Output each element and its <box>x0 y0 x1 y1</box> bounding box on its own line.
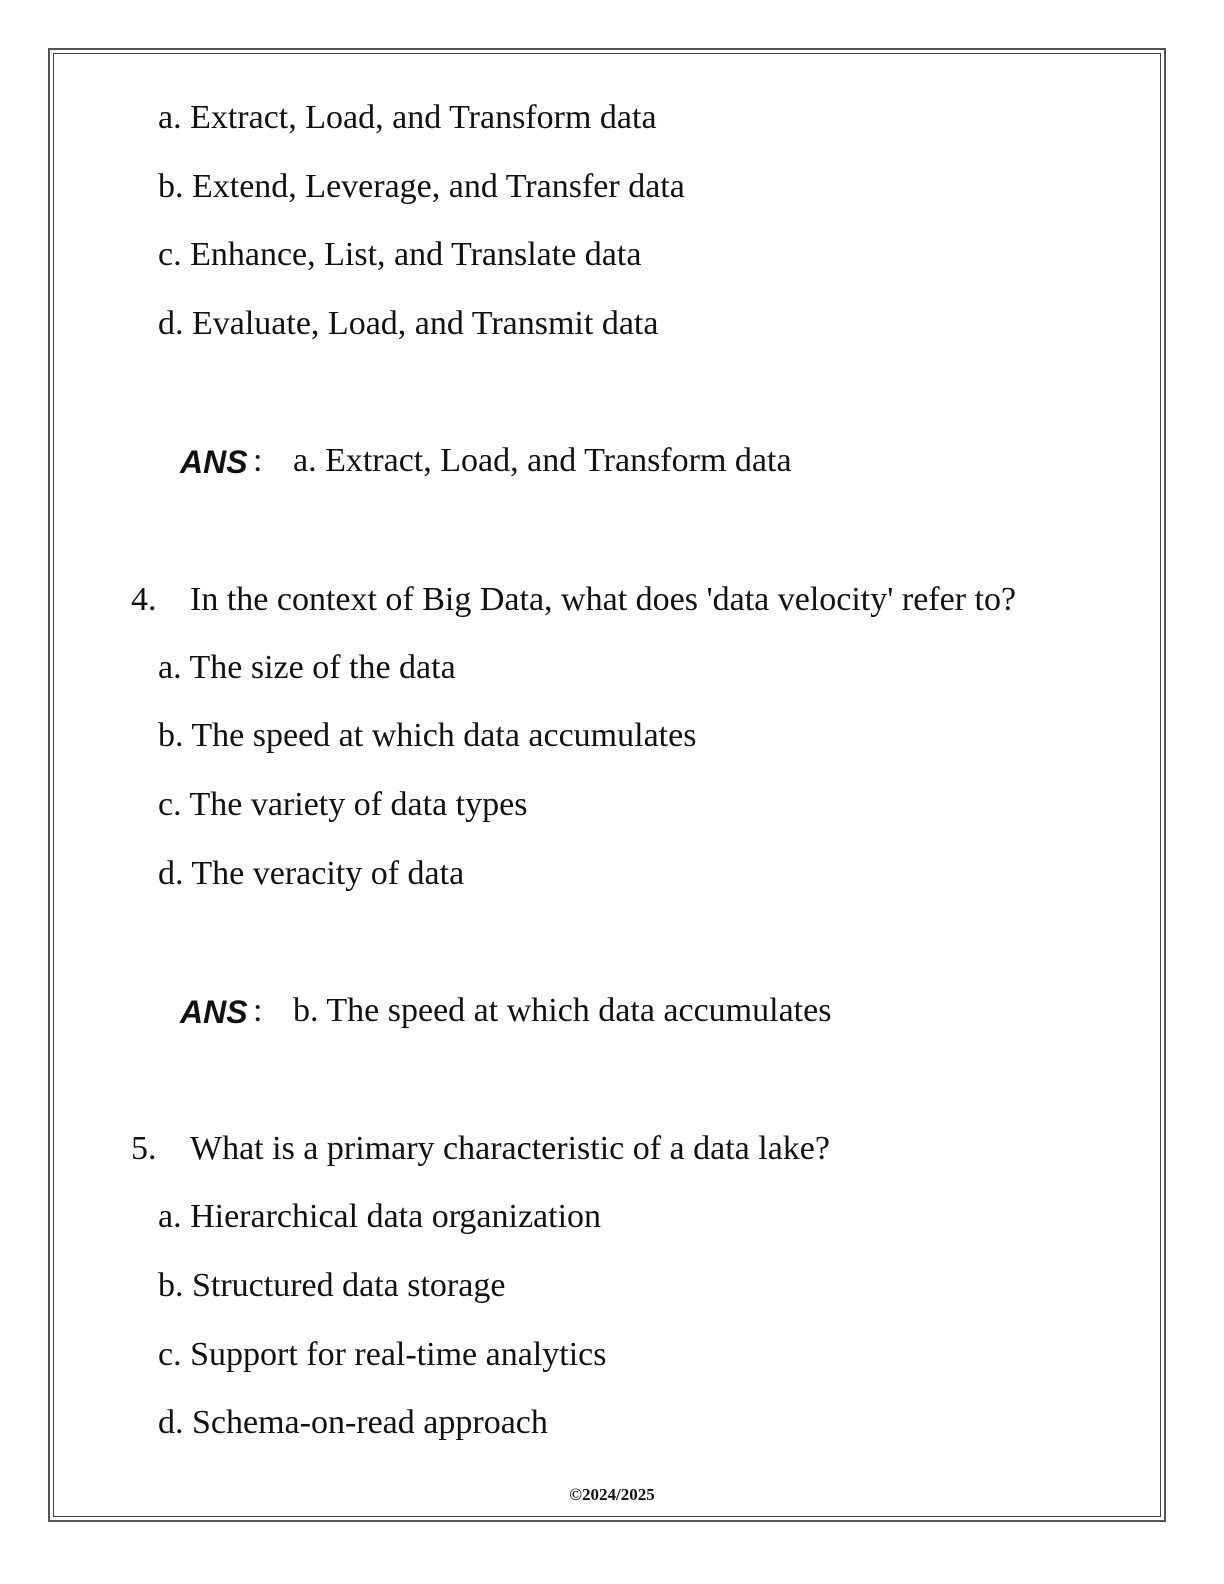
q3-answer-colon: : <box>253 442 263 479</box>
q4-number: 4. <box>131 581 157 618</box>
q3-option-b: b. Extend, Leverage, and Transfer data <box>158 168 685 205</box>
copyright-footer: ©2024/2025 <box>569 1485 655 1504</box>
q5-option-a: a. Hierarchical data organization <box>158 1198 602 1235</box>
q3-option-c: c. Enhance, List, and Translate data <box>158 236 642 273</box>
q4-option-c: c. The variety of data types <box>158 786 528 823</box>
q4-option-b: b. The speed at which data accumulates <box>158 717 697 754</box>
q4-answer-label: ANS <box>180 994 248 1030</box>
q3-option-d: d. Evaluate, Load, and Transmit data <box>158 305 659 342</box>
q5-option-d: d. Schema-on-read approach <box>158 1404 548 1441</box>
q4-answer-colon: : <box>253 992 263 1029</box>
q5-option-b: b. Structured data storage <box>158 1267 506 1304</box>
q5-number: 5. <box>131 1130 157 1167</box>
q4-answer-text: b. The speed at which data accumulates <box>293 992 832 1029</box>
q3-answer-text: a. Extract, Load, and Transform data <box>293 442 792 479</box>
q3-answer-label: ANS <box>180 444 248 480</box>
q5-option-c: c. Support for real-time analytics <box>158 1336 607 1373</box>
q4-option-a: a. The size of the data <box>158 649 456 686</box>
q3-option-a: a. Extract, Load, and Transform data <box>158 99 657 136</box>
q4-text: In the context of Big Data, what does 'data velocity' refer to? <box>190 581 1017 618</box>
q5-text: What is a primary characteristic of a data lake? <box>190 1130 830 1167</box>
q4-option-d: d. The veracity of data <box>158 855 465 892</box>
